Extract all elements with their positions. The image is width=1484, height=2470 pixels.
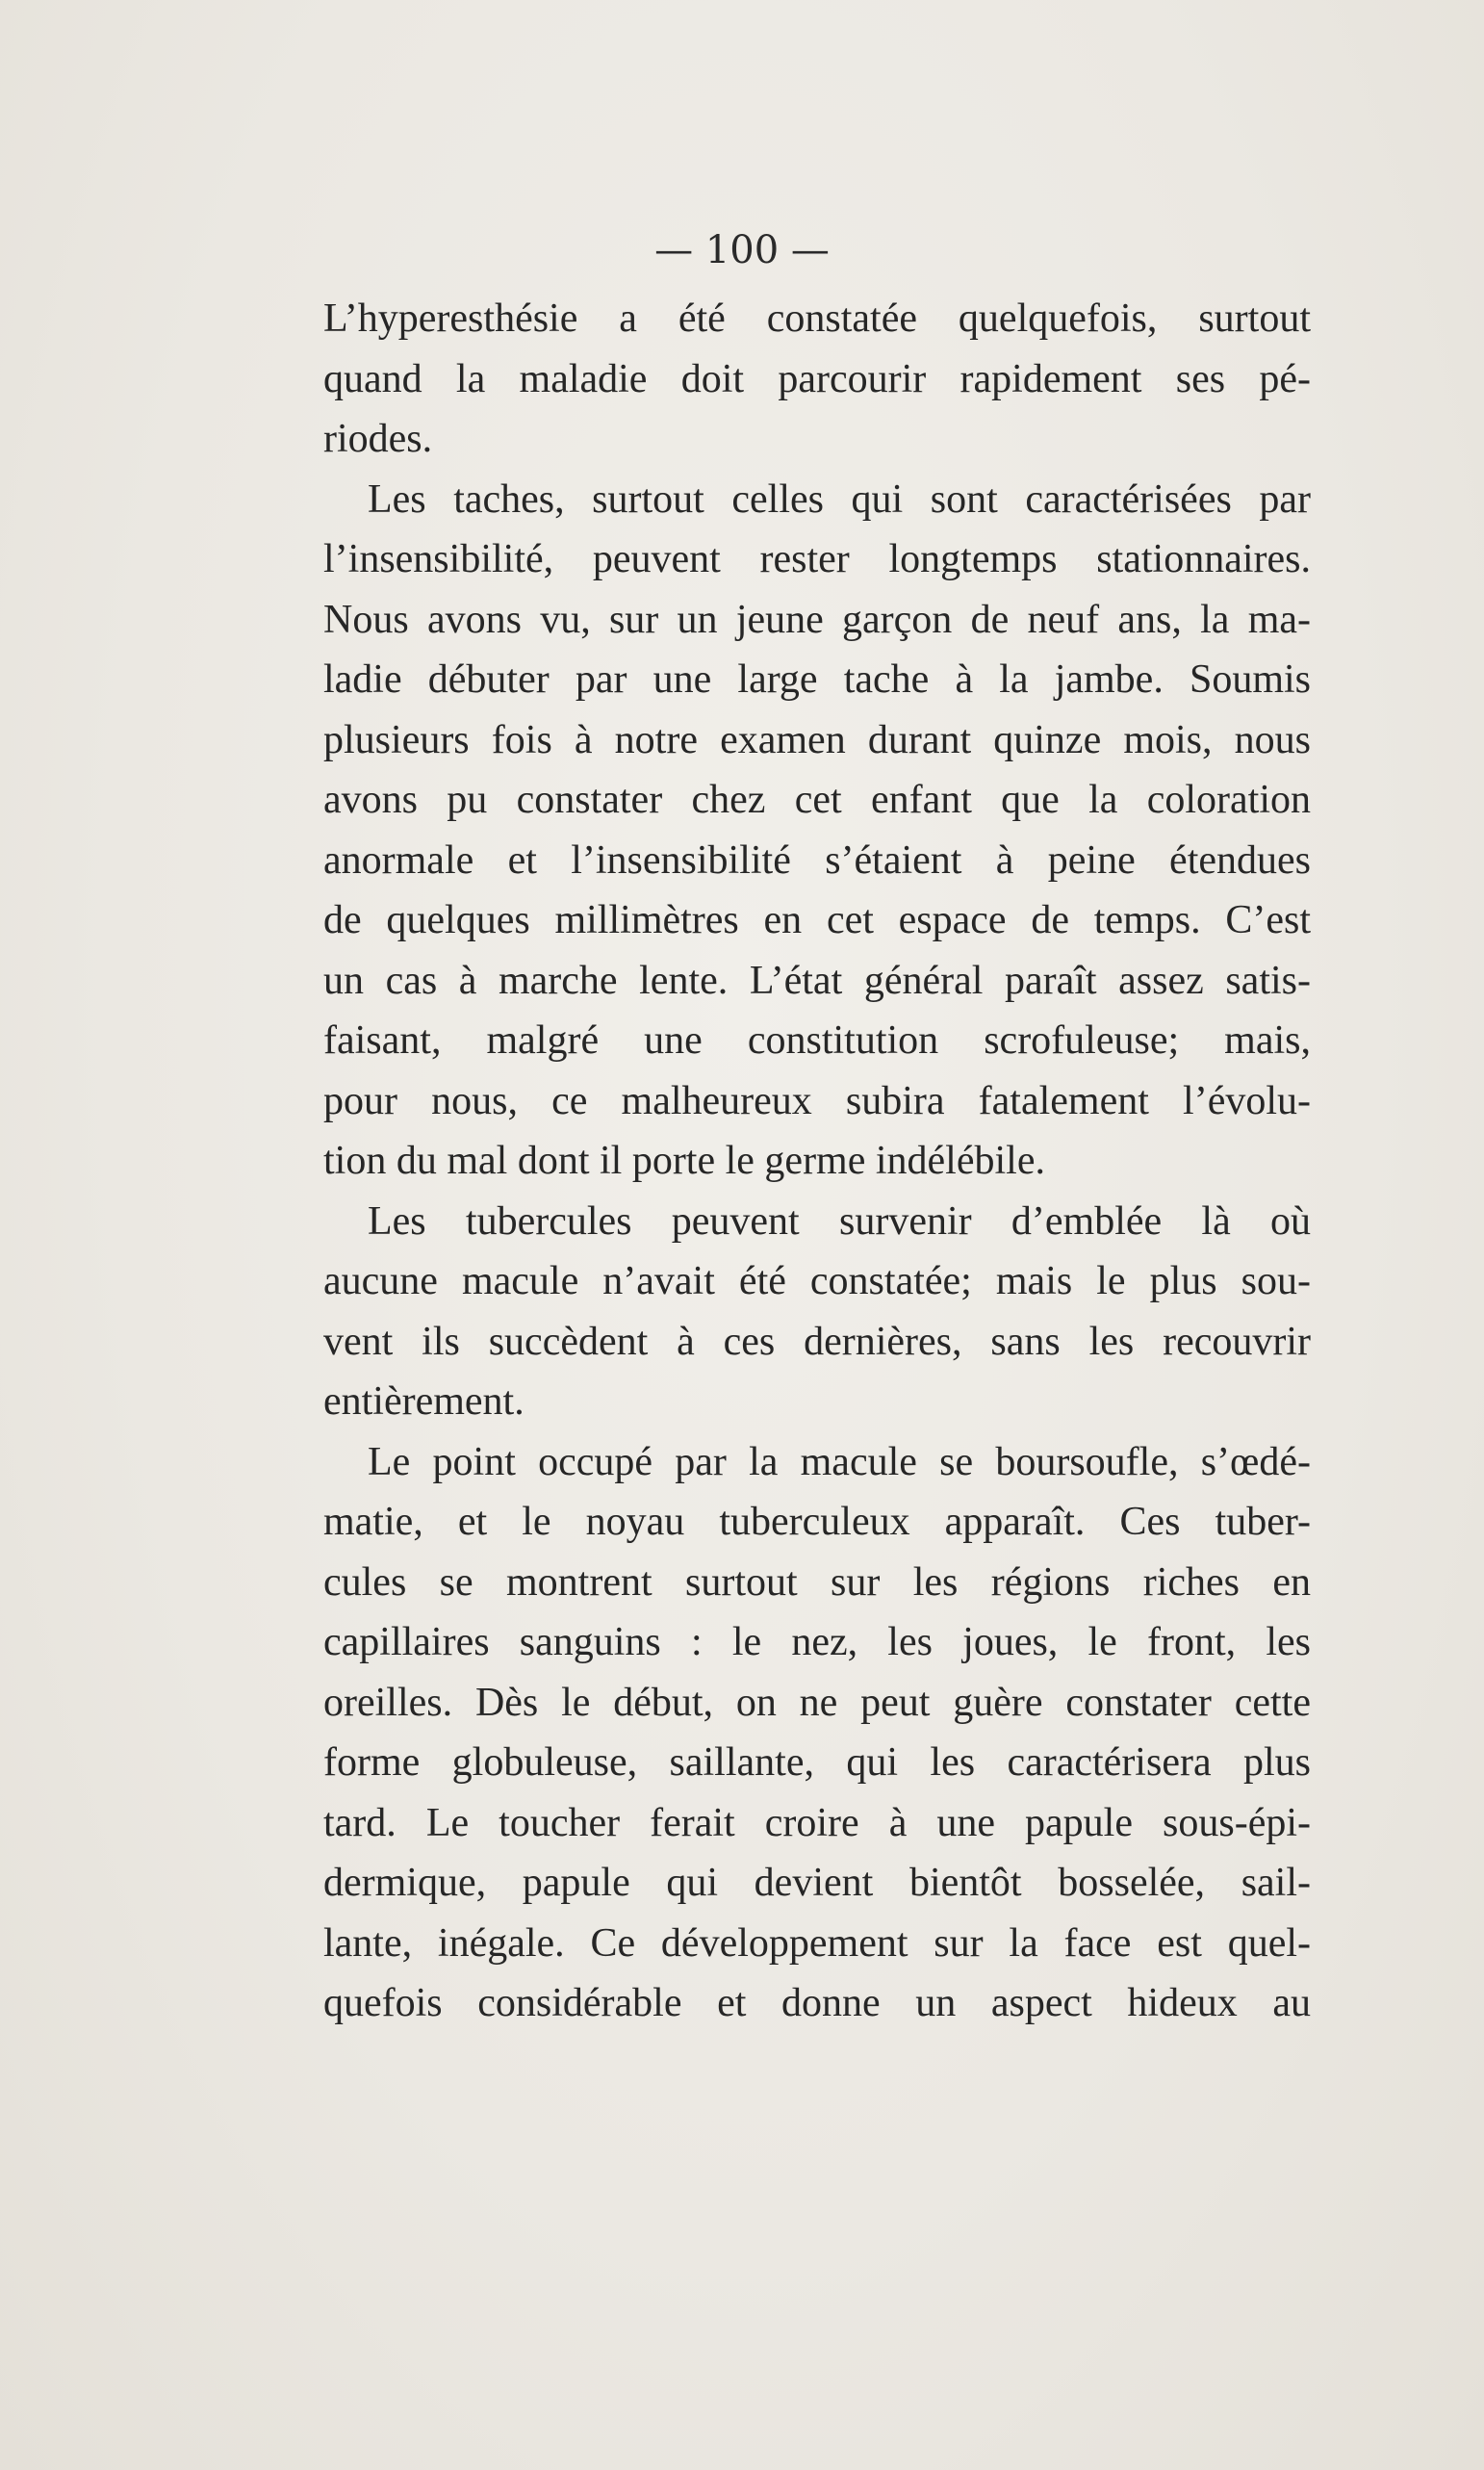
body-text — [323, 289, 1311, 2034]
text-line: Les tubercules peuvent survenir d’emblée là où — [368, 1198, 1311, 1244]
text-line: vent ils succèdent à ces dernières, sans les recouvrir — [323, 1319, 1311, 1364]
text-line: quand la maladie doit parcourir rapidement ses pé- — [323, 356, 1311, 401]
text-line: tion du mal dont il porte le germe indélébile. — [323, 1139, 1045, 1183]
text-line: pour nous, ce malheureux subira fatalement l’évolu- — [323, 1078, 1311, 1123]
text-line: anormale et l’insensibilité s’étaient à peine étendues — [323, 837, 1311, 883]
text-line: de quelques millimètres en cet espace de temps. C’est — [323, 898, 1311, 942]
page-number: — 100 — — [654, 228, 830, 272]
paragraph — [323, 289, 1311, 470]
text-line: matie, et le noyau tuberculeux apparaît. Ces tuber- — [323, 1500, 1311, 1544]
text-line: aucune macule n’avait été constatée; mais le plus sou- — [323, 1259, 1311, 1303]
paragraph — [323, 1192, 1311, 1432]
paragraph — [323, 470, 1311, 1192]
text-line: tard. Le toucher ferait croire à une papule sous-épi- — [323, 1800, 1311, 1845]
text-line: dermique, papule qui devient bientôt bosselée, sail- — [323, 1861, 1311, 1905]
text-line: avons pu constater chez cet enfant que la coloration — [323, 778, 1311, 822]
text-line: plusieurs fois à notre examen durant quinze mois, nous — [323, 717, 1311, 762]
text-line: ladie débuter par une large tache à la jambe. Soumis — [323, 657, 1311, 702]
text-line: faisant, malgré une constitution scrofuleuse; mais, — [323, 1018, 1311, 1063]
text-line: Nous avons vu, sur un jeune garçon de neuf ans, la ma- — [323, 597, 1311, 642]
text-line: capillaires sanguins : le nez, les joues, le front, les — [323, 1620, 1311, 1664]
text-line: entièrement. — [323, 1379, 525, 1424]
text-line: forme globuleuse, saillante, qui les caractérisera plus — [323, 1740, 1311, 1785]
text-line: lante, inégale. Ce développement sur la face est quel- — [323, 1920, 1311, 1966]
text-line: quefois considérable et donne un aspect hideux au — [323, 1981, 1311, 2025]
text-line: un cas à marche lente. L’état général paraît assez satis- — [323, 958, 1311, 1003]
text-line: Le point occupé par la macule se boursoufle, s’œdé- — [368, 1439, 1311, 1484]
text-line: riodes. — [323, 417, 433, 461]
text-line: oreilles. Dès le début, on ne peut guère constater cette — [323, 1680, 1311, 1725]
text-line: cules se montrent surtout sur les régions riches en — [323, 1559, 1311, 1605]
text-line: l’insensibilité, peuvent rester longtemps stationnaires. — [323, 537, 1311, 581]
text-line: L’hyperesthésie a été constatée quelquefois, surtout — [323, 296, 1311, 341]
paragraph — [323, 1432, 1311, 2034]
text-line: Les taches, surtout celles qui sont caractérisées par — [368, 476, 1311, 522]
